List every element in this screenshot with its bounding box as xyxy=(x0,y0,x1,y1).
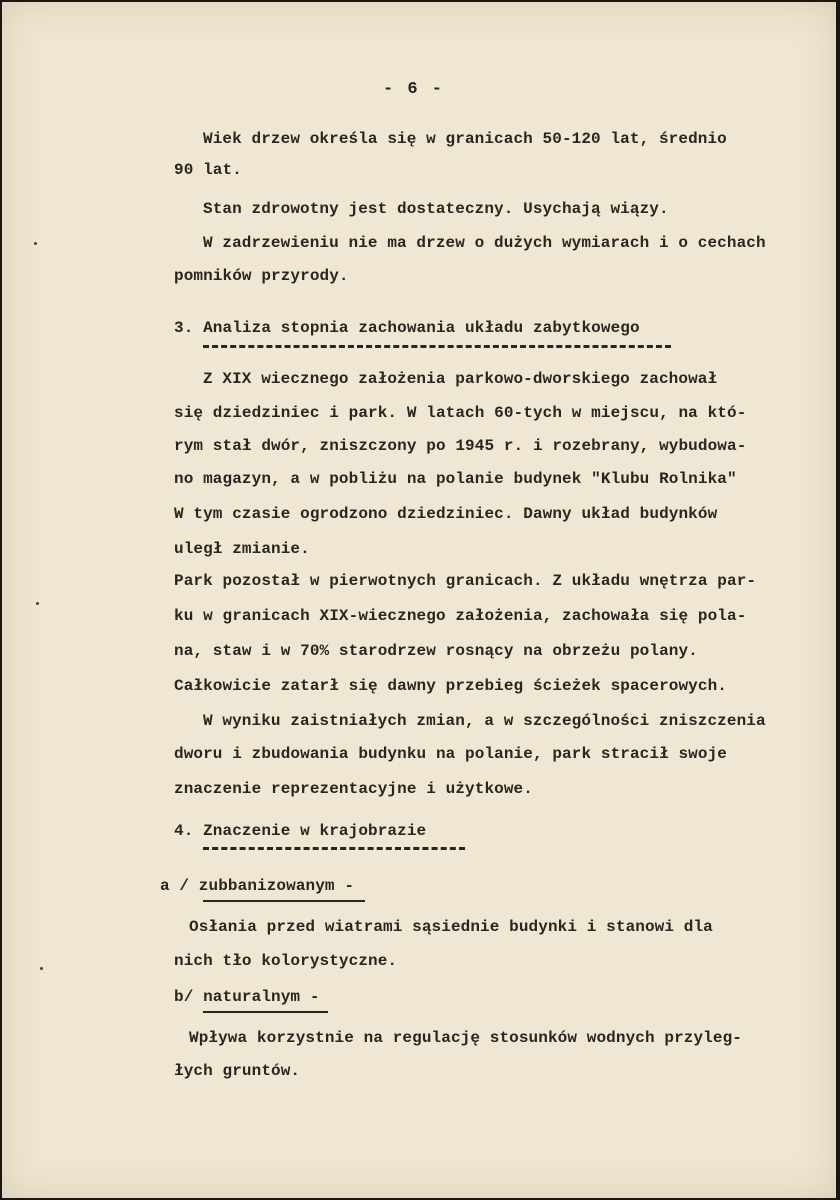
text-line: uległ zmianie. xyxy=(174,540,310,558)
document-page xyxy=(2,2,836,1198)
text-line: znaczenie reprezentacyjne i użytkowe. xyxy=(174,780,533,798)
text-line: rym stał dwór, zniszczony po 1945 r. i rozebrany, wybudowa- xyxy=(174,437,747,455)
text-line: się dziedziniec i park. W latach 60-tych w miejscu, na któ- xyxy=(174,404,747,422)
text-line: Park pozostał w pierwotnych granicach. Z układu wnętrza par- xyxy=(174,572,757,590)
text-line: Całkowicie zatarł się dawny przebieg ścieżek spacerowych. xyxy=(174,677,727,695)
text-line: 90 lat. xyxy=(174,161,242,179)
subsection-heading: a / zubbanizowanym - xyxy=(160,877,355,895)
section-heading: 4. Znaczenie w krajobrazie xyxy=(174,822,427,840)
section-heading: 3. Analiza stopnia zachowania układu zabytkowego xyxy=(174,319,640,337)
text-line: Z XIX wiecznego założenia parkowo-dworskiego zachował xyxy=(203,370,718,388)
text-line: Osłania przed wiatrami sąsiednie budynki i stanowi dla xyxy=(189,918,713,936)
text-line: W tym czasie ogrodzono dziedziniec. Dawny układ budynków xyxy=(174,505,718,523)
margin-mark xyxy=(40,967,43,970)
heading-underline xyxy=(203,345,671,348)
margin-mark xyxy=(36,602,39,605)
margin-mark xyxy=(34,242,37,245)
text-line: łych gruntów. xyxy=(174,1062,301,1080)
text-line: na, staw i w 70% starodrzew rosnący na obrzeżu polany. xyxy=(174,642,698,660)
page-number: - 6 - xyxy=(383,80,445,99)
text-line: nich tło kolorystyczne. xyxy=(174,952,398,970)
text-line: W wyniku zaistniałych zmian, a w szczególności zniszczenia xyxy=(203,712,766,730)
text-line: W zadrzewieniu nie ma drzew o dużych wymiarach i o cechach xyxy=(203,234,766,252)
subheading-underline xyxy=(203,1011,328,1013)
text-line: Stan zdrowotny jest dostateczny. Usychają wiązy. xyxy=(203,200,669,218)
heading-underline xyxy=(203,847,465,850)
text-line: no magazyn, a w pobliżu na polanie budynek "Klubu Rolnika" xyxy=(174,470,737,488)
subheading-underline xyxy=(203,900,365,902)
subsection-heading: b/ naturalnym - xyxy=(174,988,320,1006)
text-line: pomników przyrody. xyxy=(174,267,349,285)
text-line: dworu i zbudowania budynku na polanie, park stracił swoje xyxy=(174,745,727,763)
text-line: Wiek drzew określa się w granicach 50-120 lat, średnio xyxy=(203,130,727,148)
text-line: Wpływa korzystnie na regulację stosunków wodnych przyleg- xyxy=(189,1029,742,1047)
text-line: ku w granicach XIX-wiecznego założenia, zachowała się pola- xyxy=(174,607,747,625)
